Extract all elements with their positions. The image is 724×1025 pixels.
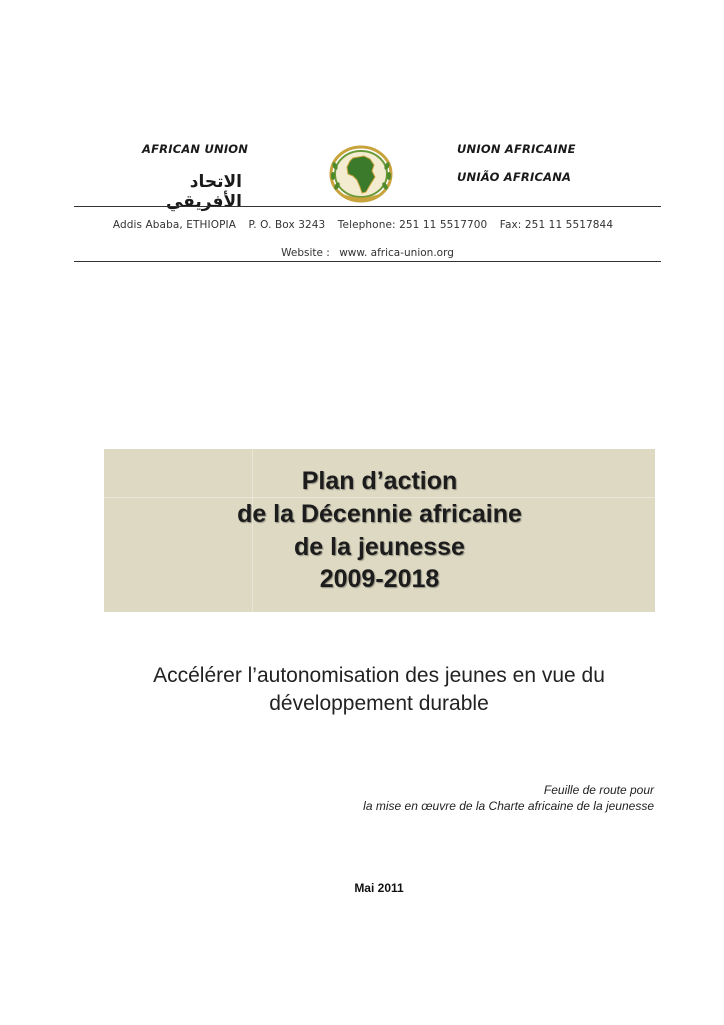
document-title-line-2: de la Décennie africaine [237,500,522,528]
document-subtitle [74,662,684,718]
publication-date: Mai 2011 [354,881,404,895]
org-name-portuguese: UNIÃO AFRICANA [457,170,572,184]
roadmap-note [363,782,654,814]
website-label: Website : [281,247,330,259]
org-name-french: UNION AFRICAINE [457,142,576,156]
document-title-line-3: de la jeunesse [294,533,465,561]
subtitle-line-2: développement durable [269,692,489,715]
contact-po-box: P. O. Box 3243 [248,219,326,231]
org-name-english: AFRICAN UNION [142,142,249,156]
document-title-line-1: Plan d’action [301,467,458,495]
roadmap-line-1: Feuille de route pour [543,783,654,797]
african-union-emblem-icon [326,144,396,204]
website-link[interactable]: www. africa-union.org [339,247,454,259]
subtitle-line-1: Accélérer l’autonomisation des jeunes en vue du [153,664,605,687]
contact-fax: Fax: 251 11 5517844 [499,219,614,231]
header-divider-bottom [74,261,661,262]
contact-city: Addis Ababa, ETHIOPIA [112,219,236,231]
document-title-years: 2009-2018 [319,565,440,593]
contact-line [74,219,661,231]
roadmap-line-2: la mise en œuvre de la Charte africaine de la jeunesse [363,799,654,813]
document-title-box [104,449,655,612]
title-box-gridline [104,497,655,498]
org-name-arabic: الاتحاد الأفريقي [165,172,242,212]
contact-telephone: Telephone: 251 11 5517700 [337,219,488,231]
website-line [74,247,661,259]
header-divider-top [74,206,661,207]
